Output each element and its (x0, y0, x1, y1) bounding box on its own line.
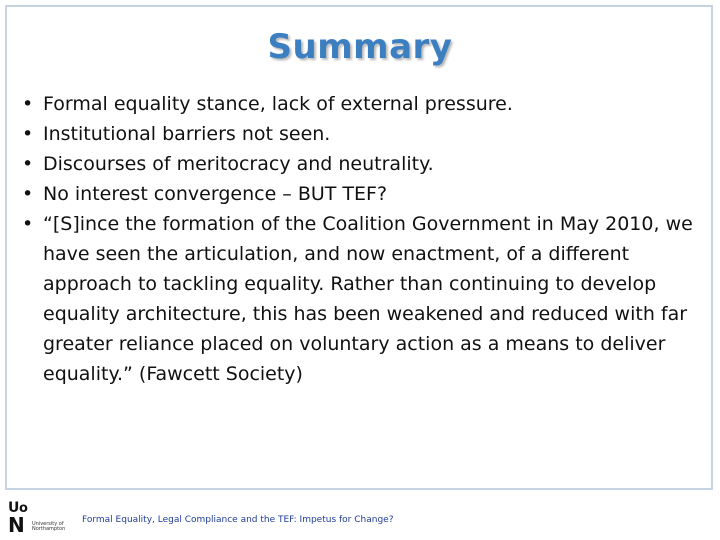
bullet-item (22, 149, 702, 179)
bullet-text: Discourses of meritocracy and neutrality. (43, 153, 434, 175)
svg-text:U: U (8, 500, 20, 516)
bullet-icon: • (22, 93, 34, 115)
bullet-text: “[S]ince the formation of the Coalition Government in May 2010, we have seen the articulation, and now enactment, of a different approach to tackling equality. Rather than continuing to develop equality architecture, this has been weakened and reduced with far greater reliance placed on voluntary action as a means to deliver equality.” (Fawcett Society) (43, 213, 693, 385)
bullet-text: No interest convergence – BUT TEF? (43, 183, 388, 205)
bullet-icon: • (22, 123, 34, 145)
bullet-item (22, 89, 702, 119)
bullet-text: Institutional barriers not seen. (43, 123, 331, 145)
footer-title: Formal Equality, Legal Compliance and the TEF: Impetus for Change? (82, 515, 394, 525)
university-logo (6, 497, 68, 535)
bullet-item (22, 179, 702, 209)
svg-text:N: N (8, 513, 25, 535)
bullet-icon: • (22, 153, 34, 175)
svg-text:o: o (19, 501, 28, 516)
bullet-list (22, 89, 702, 389)
bullet-item-quote (22, 209, 702, 389)
svg-text:Northampton: Northampton (32, 526, 66, 532)
footer (0, 493, 720, 540)
svg-text:University of: University of (32, 521, 64, 527)
bullet-icon: • (22, 183, 34, 205)
bullet-text: Formal equality stance, lack of external pressure. (43, 93, 513, 115)
bullet-icon: • (22, 213, 34, 235)
bullet-item (22, 119, 702, 149)
slide-title: Summary (267, 27, 453, 67)
